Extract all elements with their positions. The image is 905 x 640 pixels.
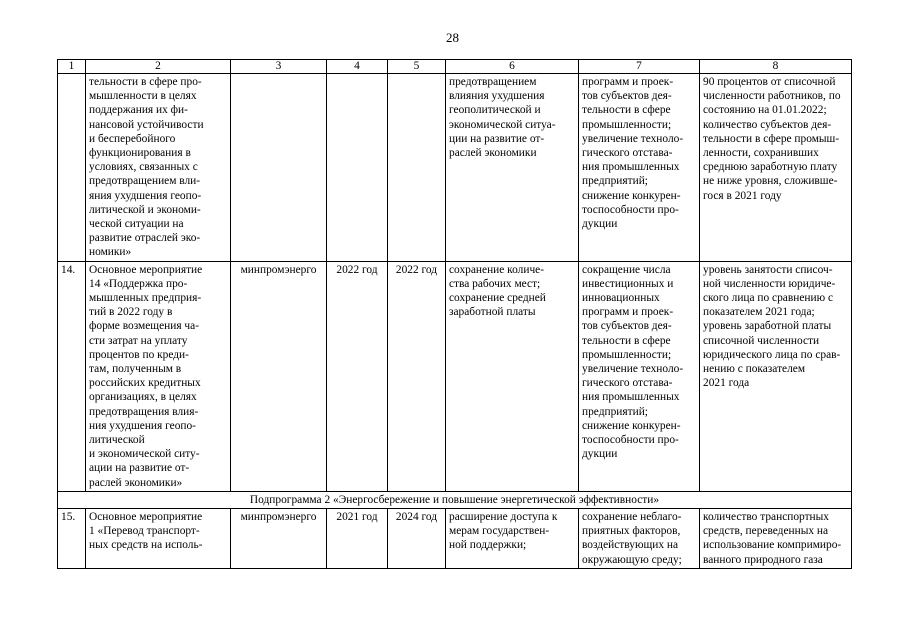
- column-header: 6: [446, 60, 579, 74]
- subprogram-title: Подпрограмма 2 «Энергосбережение и повышение энергетической эффективности»: [58, 491, 852, 508]
- column-header: 2: [86, 60, 231, 74]
- page-number: 28: [446, 30, 459, 45]
- column-header: 4: [327, 60, 388, 74]
- table-row: [58, 261, 852, 491]
- end-year: [388, 74, 446, 262]
- subprogram-row: [58, 491, 852, 508]
- column-header: 3: [231, 60, 327, 74]
- related-indicators: количество транспортных средств, переведенных на использование компримиро- ванного природного газа: [700, 508, 852, 568]
- column-header: 1: [58, 60, 86, 74]
- measures-table: [57, 59, 852, 569]
- executor: минпромэнерго: [231, 261, 327, 491]
- start-year: [327, 74, 388, 262]
- row-number: 15.: [58, 508, 86, 568]
- start-year: 2021 год: [327, 508, 388, 568]
- column-header: 8: [700, 60, 852, 74]
- end-year: 2024 год: [388, 508, 446, 568]
- measure-name: Основное мероприятие 1 «Перевод транспорт- ных средств на исполь-: [86, 508, 231, 568]
- expected-result: расширение доступа к мерам государствен- ной поддержки;: [446, 508, 579, 568]
- table-row: [58, 74, 852, 262]
- non-implementation-consequences: сохранение неблаго- приятных факторов, воздействующих на окружающую среду;: [579, 508, 700, 568]
- column-header: 7: [579, 60, 700, 74]
- measure-name: Основное мероприятие 14 «Поддержка про- мышленных предприя- тий в 2022 году в форме возмещения ча- сти затрат на уплату процентов по креди- там, полученным в российских кредитных организациях, в целях предотвращения влия- ния ухудшения геопо- литической и экономической ситу- ации на развитие от- раслей экономики»: [86, 261, 231, 491]
- executor: минпромэнерго: [231, 508, 327, 568]
- row-number: [58, 74, 86, 262]
- related-indicators: 90 процентов от списочной численности работников, по состоянию на 01.01.2022; количество субъектов дея- тельности в сфере промыш- ленности, сохранивших среднюю заработную плату не ниже уровня, сложивше- гося в 2021 году: [700, 74, 852, 262]
- executor: [231, 74, 327, 262]
- start-year: 2022 год: [327, 261, 388, 491]
- column-header: 5: [388, 60, 446, 74]
- related-indicators: уровень занятости списоч- ной численности юридиче- ского лица по сравнению с показателем 2021 года; уровень заработной платы списочной численности юридического лица по срав- нению с показателем 2021 года: [700, 261, 852, 491]
- table-row: [58, 508, 852, 568]
- non-implementation-consequences: программ и проек- тов субъектов дея- тельности в сфере промышленности; увеличение техноло- гического отстава- ния промышленных предприятий; снижение конкурен- тоспособности про- дукции: [579, 74, 700, 262]
- end-year: 2022 год: [388, 261, 446, 491]
- column-header-row: [58, 60, 852, 74]
- expected-result: предотвращением влияния ухудшения геополитической и экономической ситуа- ции на развитие от- раслей экономики: [446, 74, 579, 262]
- measure-name: тельности в сфере про- мышленности в целях поддержания их фи- нансовой устойчивости и бесперебойного функционирования в условиях, связанных с предотвращением вли- яния ухудшения геопо- литической и экономи- ческой ситуации на развитие отраслей эко- номики»: [86, 74, 231, 262]
- row-number: 14.: [58, 261, 86, 491]
- expected-result: сохранение количе- ства рабочих мест; сохранение средней заработной платы: [446, 261, 579, 491]
- non-implementation-consequences: сокращение числа инвестиционных и инновационных программ и проек- тов субъектов дея- тельности в сфере промышленности; увеличение техноло- гического отстава- ния промышленных предприятий; снижение конкурен- тоспособности про- дукции: [579, 261, 700, 491]
